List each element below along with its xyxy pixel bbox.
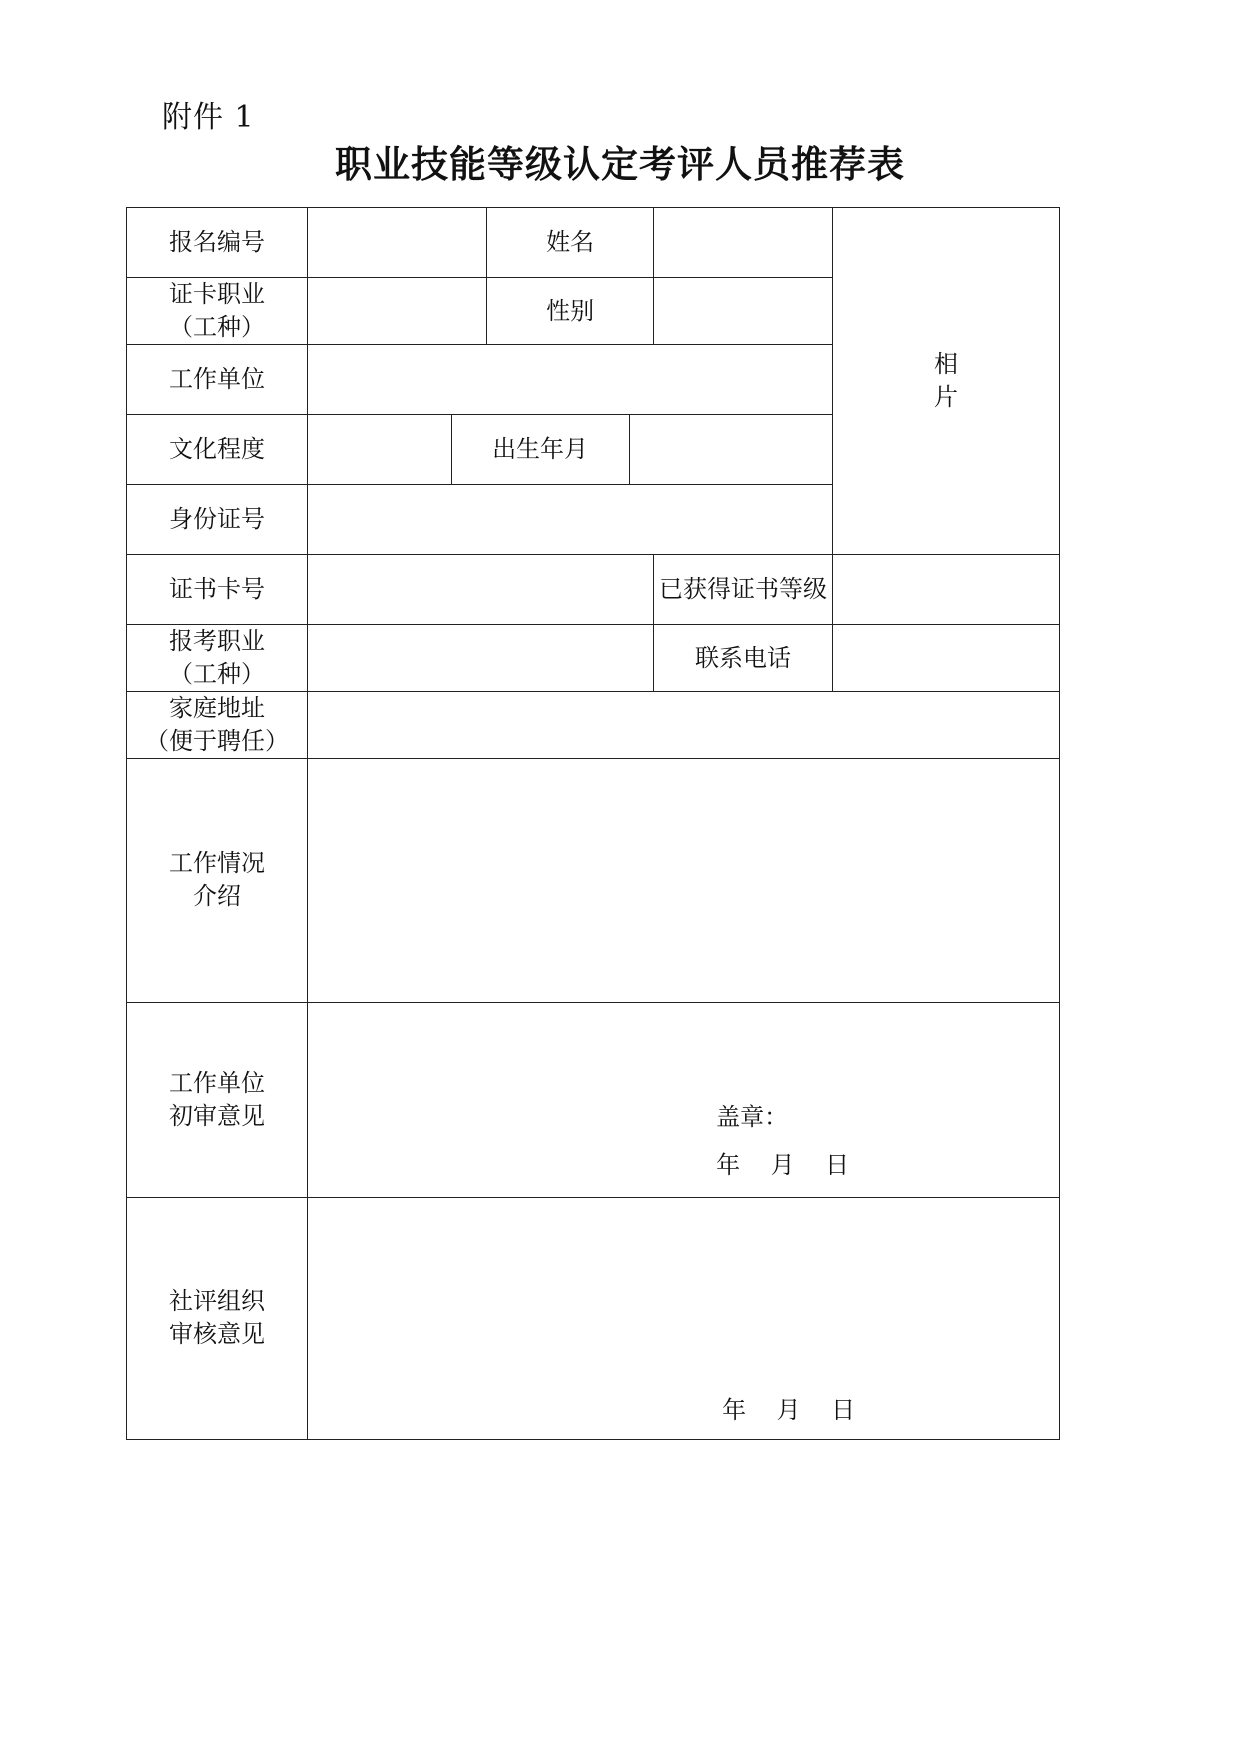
work-intro-label-line2: 介绍: [193, 882, 242, 911]
form-row-work-intro: [127, 759, 1060, 1002]
education-label: 文化程度: [127, 415, 308, 485]
id-number-label: 身份证号: [127, 485, 308, 555]
education-field[interactable]: [308, 415, 451, 485]
cert-card-no-field[interactable]: [308, 555, 654, 625]
cert-card-no-label: 证书卡号: [127, 555, 308, 625]
org-review-box: [308, 1198, 1059, 1439]
id-number-field[interactable]: [308, 485, 833, 555]
phone-field[interactable]: [833, 625, 1060, 692]
gender-field[interactable]: [654, 278, 833, 345]
unit-review-label-line1: 工作单位: [169, 1068, 266, 1097]
home-address-label-line2: （便于聘任）: [145, 727, 290, 756]
org-review-date: 年 月 日: [722, 1395, 856, 1424]
cert-level-label: 已获得证书等级: [654, 555, 833, 625]
form-row-cert-card: [127, 555, 1060, 625]
registration-no-label: 报名编号: [127, 208, 308, 278]
registration-no-field[interactable]: [308, 208, 487, 278]
seal-label: 盖章：: [716, 1102, 789, 1131]
home-address-label-line1: 家庭地址: [169, 694, 266, 723]
photo-box[interactable]: [833, 208, 1060, 555]
form-row-exam-occupation: [127, 625, 1060, 692]
unit-review-field[interactable]: [308, 1002, 1060, 1197]
name-field[interactable]: [654, 208, 833, 278]
unit-review-label-line2: 初审意见: [169, 1101, 266, 1130]
exam-occupation-label: [127, 625, 308, 692]
work-unit-field[interactable]: [308, 345, 833, 415]
org-review-label-line2: 审核意见: [169, 1320, 266, 1349]
cert-occupation-label-line2: （工种）: [169, 313, 266, 342]
gender-label: 性别: [487, 278, 654, 345]
name-label: 姓名: [487, 208, 654, 278]
work-intro-label-line1: 工作情况: [169, 849, 266, 878]
form-row-registration: [127, 208, 1060, 278]
home-address-field[interactable]: [308, 692, 1060, 759]
birth-date-field[interactable]: [629, 415, 832, 485]
phone-label: 联系电话: [654, 625, 833, 692]
work-intro-field[interactable]: [308, 759, 1060, 1002]
cert-occupation-field[interactable]: [308, 278, 487, 345]
work-unit-label: 工作单位: [127, 345, 308, 415]
cert-occupation-label: [127, 278, 308, 345]
org-review-label: [127, 1197, 308, 1439]
home-address-label: [127, 692, 308, 759]
org-review-field[interactable]: [308, 1197, 1060, 1439]
form-row-org-review: [127, 1197, 1060, 1439]
form-row-unit-review: [127, 1002, 1060, 1197]
org-review-label-line1: 社评组织: [169, 1287, 266, 1316]
birth-date-label: 出生年月: [451, 415, 629, 485]
exam-occupation-label-line2: （工种）: [169, 660, 266, 689]
attachment-label: 附件 1: [162, 100, 255, 135]
page-title: 职业技能等级认定考评人员推荐表: [335, 142, 905, 186]
unit-review-box: [308, 1003, 1059, 1197]
work-intro-label: [127, 759, 308, 1002]
unit-review-date: 年 月 日: [716, 1150, 850, 1179]
exam-occupation-label-line1: 报考职业: [169, 627, 266, 656]
cert-level-field[interactable]: [833, 555, 1060, 625]
unit-review-label: [127, 1002, 308, 1197]
recommendation-form: [126, 207, 1060, 1440]
cert-occupation-label-line1: 证卡职业: [169, 280, 266, 309]
photo-label-1: 相: [934, 350, 959, 379]
form-row-home-address: [127, 692, 1060, 759]
photo-label-2: 片: [934, 383, 959, 412]
exam-occupation-field[interactable]: [308, 625, 654, 692]
